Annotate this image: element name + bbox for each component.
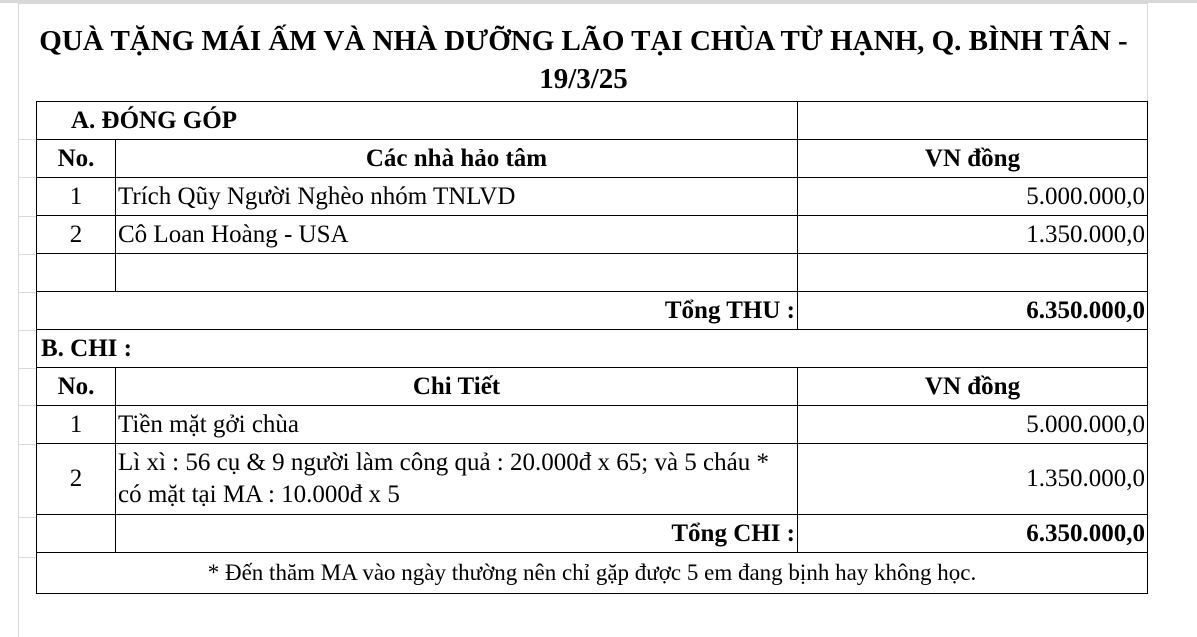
row-number[interactable]: 1 (37, 178, 116, 216)
column-header-amount: VN đồng (798, 368, 1148, 406)
section-b-heading-row (37, 330, 1148, 368)
expense-detail[interactable]: Tiền mặt gởi chùa (116, 406, 798, 444)
table-row (37, 178, 1148, 216)
empty-cell[interactable] (798, 254, 1148, 292)
grid-line-left (18, 3, 19, 637)
row-grid-tick (18, 292, 36, 293)
donor-name[interactable]: Trích Qũy Người Nghèo nhóm TNLVD (116, 178, 798, 216)
finance-table (36, 101, 1148, 594)
donor-name[interactable]: Cô Loan Hoàng - USA (116, 216, 798, 254)
section-a-heading: A. ĐÓNG GÓP (37, 102, 798, 140)
row-grid-tick (18, 444, 36, 445)
total-expense-value[interactable]: 6.350.000,0 (798, 515, 1148, 553)
row-grid-tick (18, 405, 36, 406)
row-grid-tick (18, 254, 36, 255)
total-income-row (37, 292, 1148, 330)
empty-cell[interactable] (116, 254, 798, 292)
row-grid-tick (18, 368, 36, 369)
column-header-no: No. (37, 140, 116, 178)
column-header-details: Chi Tiết (116, 368, 798, 406)
column-header-no: No. (37, 368, 116, 406)
note-row (37, 553, 1148, 594)
grid-line-top (18, 3, 1148, 4)
table-row (37, 216, 1148, 254)
row-number[interactable]: 2 (37, 216, 116, 254)
empty-cell[interactable] (37, 254, 116, 292)
row-grid-tick (18, 139, 36, 140)
table-row (37, 406, 1148, 444)
column-header-amount: VN đồng (798, 140, 1148, 178)
amount-cell[interactable]: 5.000.000,0 (798, 406, 1148, 444)
row-grid-tick (18, 216, 36, 217)
row-grid-tick (18, 330, 36, 331)
total-expense-row (37, 515, 1148, 553)
amount-cell[interactable]: 5.000.000,0 (798, 178, 1148, 216)
table-row (37, 444, 1148, 515)
section-b-header-row (37, 368, 1148, 406)
column-header-donors: Các nhà hảo tâm (116, 140, 798, 178)
page-title: QUÀ TẶNG MÁI ẤM VÀ NHÀ DƯỠNG LÃO TẠI CHÙA TỪ HẠNH, Q. BÌNH TÂN - 19/3/25 (39, 25, 1128, 95)
section-a-heading-row (37, 102, 1148, 140)
total-income-value[interactable]: 6.350.000,0 (798, 292, 1148, 330)
footnote: * Đến thăm MA vào ngày thường nên chỉ gặp được 5 em đang bịnh hay không học. (37, 553, 1148, 594)
amount-cell[interactable]: 1.350.000,0 (798, 216, 1148, 254)
total-income-label: Tổng THU : (37, 292, 798, 330)
row-grid-tick (18, 177, 36, 178)
empty-cell[interactable] (37, 515, 116, 553)
empty-cell[interactable] (798, 102, 1148, 140)
row-grid-tick (18, 557, 36, 558)
row-number[interactable]: 2 (37, 444, 116, 515)
amount-cell[interactable]: 1.350.000,0 (798, 444, 1148, 515)
row-grid-tick (18, 517, 36, 518)
section-b-heading: B. CHI : (37, 330, 1148, 368)
expense-detail[interactable]: Lì xì : 56 cụ & 9 người làm công quả : 20.000đ x 65; và 5 cháu * có mặt tại MA : 10.000đ x 5 (116, 444, 798, 515)
table-row-empty (37, 254, 1148, 292)
total-expense-label: Tổng CHI : (116, 515, 798, 553)
grid-line-right (1147, 3, 1148, 101)
row-number[interactable]: 1 (37, 406, 116, 444)
section-a-header-row (37, 140, 1148, 178)
